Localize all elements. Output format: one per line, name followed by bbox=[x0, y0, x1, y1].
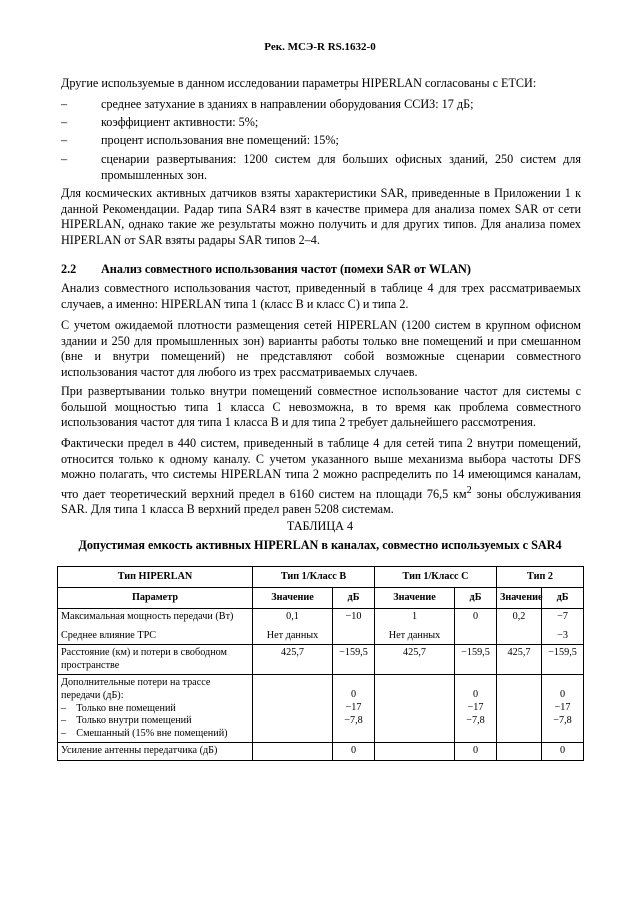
table-row bbox=[58, 645, 584, 675]
db-cell: 0 −17 −7,8 bbox=[333, 675, 375, 743]
header-db: дБ bbox=[455, 588, 497, 609]
table-row bbox=[58, 743, 584, 761]
header-hiperlan-type: Тип HIPERLAN bbox=[58, 567, 253, 588]
capacity-text-part1: Фактически предел в 440 систем, приведенный в таблице 4 для сетей типа 2 внутри помещений, относится только к одному каналу. С учетом указанного выше механизма выбора частоты DFS можно полагать, что системы HIPERLAN типа 2 можно распределить по 14 имеющимся каналам, что дает теоретический верхний предел в 6160 систем на площади 76,5 км bbox=[61, 436, 581, 501]
value-cell: 0,1 Нет данных bbox=[253, 609, 333, 645]
value-cell bbox=[497, 743, 542, 761]
param-cell: Расстояние (км) и потери в свободном пространстве bbox=[58, 645, 253, 675]
sar-paragraph: Для космических активных датчиков взяты характеристики SAR, приведенные в Приложении 1 к данной Рекомендации. Радар типа SAR4 взят в качестве примера для анализа помех SAR от сети HIPERLAN, однако такие же результаты можно получить и для других типов. Для анализа помех HIPERLAN от SAR взяты радары SAR типов 2–4. bbox=[61, 186, 581, 247]
dash-marker: – bbox=[61, 133, 68, 147]
superscript: 2 bbox=[466, 484, 472, 496]
value-cell bbox=[253, 743, 333, 761]
header-value: Значение bbox=[253, 588, 333, 609]
section-number: 2.2 bbox=[61, 262, 77, 276]
intro-paragraph: Другие используемые в данном исследовании параметры HIPERLAN согласованы с ЕТСИ: bbox=[61, 76, 537, 90]
db-cell: −159,5 bbox=[333, 645, 375, 675]
capacity-text-part2: зоны обслуживания SAR. Для типа 1 класса B верхний предел равен 5208 системам. bbox=[61, 486, 581, 517]
header-value: Значение bbox=[497, 588, 542, 609]
db-cell: −159,5 bbox=[455, 645, 497, 675]
value-cell: 425,7 bbox=[375, 645, 455, 675]
body-paragraph: С учетом ожидаемой плотности размещения сетей HIPERLAN (1200 систем в крупном офисном здании и 250 для промышленных зон) варианты работы только вне помещений и при смешанном (вне и внутри помещений) не представляют собой возможные сценарии совместного использования частот для любого из трех рассматриваемых случаев. bbox=[61, 318, 581, 379]
header-db: дБ bbox=[333, 588, 375, 609]
table-row bbox=[58, 609, 584, 645]
bullet-text: среднее затухание в зданиях в направлении оборудования ССИЗ: 17 дБ; bbox=[101, 97, 474, 111]
db-cell: 0 bbox=[542, 743, 584, 761]
param-cell: Усиление антенны передатчика (дБ) bbox=[58, 743, 253, 761]
value-cell: 1 Нет данных bbox=[375, 609, 455, 645]
dash-marker: – bbox=[61, 97, 68, 111]
value-cell: 425,7 bbox=[497, 645, 542, 675]
value-cell bbox=[375, 675, 455, 743]
dash-marker: – bbox=[61, 152, 68, 166]
header-parameter: Параметр bbox=[58, 588, 253, 609]
table-subheader-row bbox=[58, 588, 584, 609]
db-cell: −7 −3 bbox=[542, 609, 584, 645]
header-db: дБ bbox=[542, 588, 584, 609]
table-header-row bbox=[58, 567, 584, 588]
db-cell: 0 −17 −7,8 bbox=[542, 675, 584, 743]
table-label: ТАБЛИЦА 4 bbox=[286, 519, 354, 533]
header-type2: Тип 2 bbox=[497, 567, 584, 588]
value-cell bbox=[375, 743, 455, 761]
header-type1-class-c: Тип 1/Класс C bbox=[375, 567, 497, 588]
table-row bbox=[58, 675, 584, 743]
body-paragraph: Анализ совместного использования частот, приведенный в таблице 4 для трех рассматриваемых случаев, а именно: HIPERLAN типа 1 (класс B и класс C) и типа 2. bbox=[61, 281, 581, 311]
db-cell: 0 bbox=[333, 743, 375, 761]
bullet-text: процент использования вне помещений: 15%; bbox=[101, 133, 339, 147]
db-cell: −159,5 bbox=[542, 645, 584, 675]
db-cell: −10 bbox=[333, 609, 375, 645]
param-cell: Дополнительные потери на трассе передачи (дБ): – Только вне помещений – Только внутри помещений – Смешанный (15% вне помещений) bbox=[58, 675, 253, 743]
page-header: Рек. МСЭ-R RS.1632-0 bbox=[264, 41, 376, 53]
value-cell: 425,7 bbox=[253, 645, 333, 675]
header-type1-class-b: Тип 1/Класс B bbox=[253, 567, 375, 588]
header-value: Значение bbox=[375, 588, 455, 609]
section-title: Анализ совместного использования частот (помехи SAR от WLAN) bbox=[101, 262, 471, 276]
bullet-text: коэффициент активности: 5%; bbox=[101, 115, 259, 129]
capacity-table bbox=[57, 566, 584, 761]
db-cell: 0 bbox=[455, 743, 497, 761]
db-cell: 0 bbox=[455, 609, 497, 645]
capacity-paragraph bbox=[61, 436, 581, 518]
dash-marker: – bbox=[61, 115, 68, 129]
table-title: Допустимая емкость активных HIPERLAN в каналах, совместно используемых с SAR4 bbox=[78, 538, 562, 552]
db-cell: 0 −17 −7,8 bbox=[455, 675, 497, 743]
value-cell bbox=[497, 675, 542, 743]
body-paragraph: При развертывании только внутри помещений совместное использование частот для системы с большой мощностью типа 1 класса C невозможна, в то время как проблема совместного использования частот для типа 1 класса B и для типа 2 требует дальнейшего рассмотрения. bbox=[61, 384, 581, 430]
param-cell: Максимальная мощность передачи (Вт) Среднее влияние TPC bbox=[58, 609, 253, 645]
bullet-text: сценарии развертывания: 1200 систем для больших офисных зданий, 250 систем для промышленных зон. bbox=[101, 152, 581, 182]
value-cell bbox=[253, 675, 333, 743]
value-cell: 0,2 bbox=[497, 609, 542, 645]
